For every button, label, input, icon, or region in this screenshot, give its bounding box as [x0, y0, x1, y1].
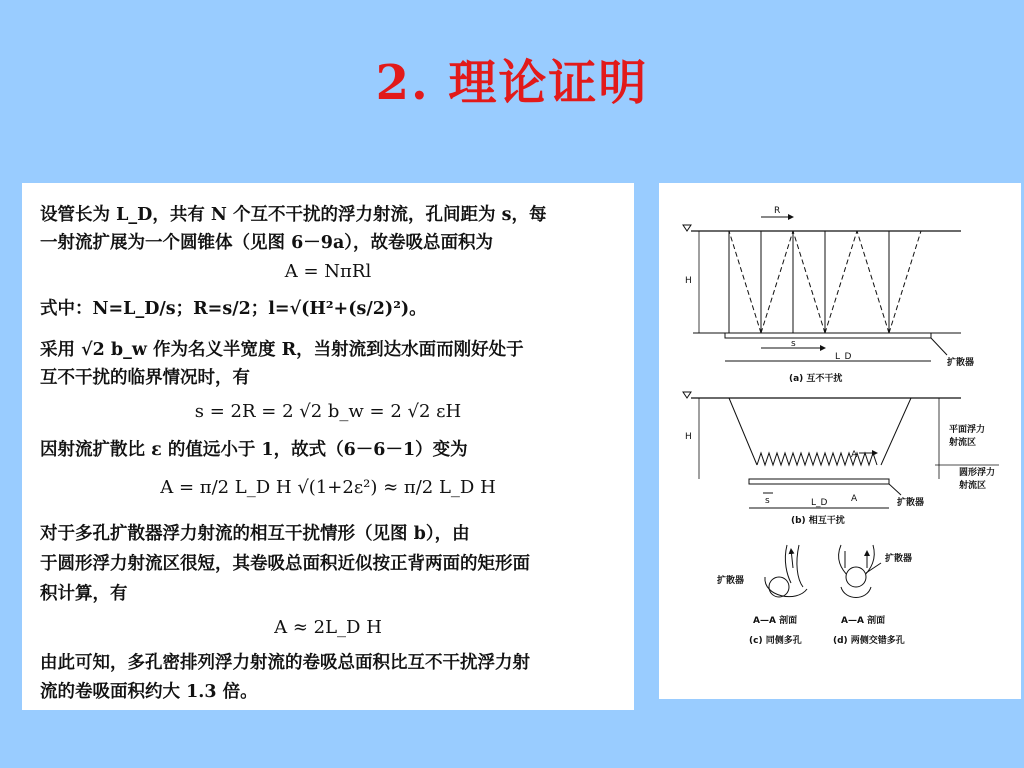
- paragraph-5-line-3: 积计算，有: [40, 584, 128, 604]
- diffuser-label-a: 扩散器: [947, 358, 975, 368]
- figure-b: [683, 392, 999, 526]
- text-panel: [22, 183, 634, 710]
- label-LD-b: L_D: [811, 498, 828, 508]
- caption-c: (c) 同侧多孔: [749, 636, 802, 646]
- paragraph-6-line-2: 流的卷吸面积约大 1.3 倍。: [40, 682, 258, 702]
- label-H-b: H: [685, 432, 692, 442]
- slide-title: 2. 理论证明: [375, 55, 649, 111]
- diffuser-figure: [659, 183, 1021, 699]
- diffuser-label-c: 扩散器: [717, 576, 745, 586]
- caption-d: (d) 两侧交错多孔: [833, 636, 905, 646]
- paragraph-3-line-2: 互不干扰的临界情况时，有: [40, 368, 250, 388]
- section-label-c: A—A 剖面: [753, 616, 798, 626]
- label-s-a: s: [791, 339, 796, 349]
- paragraph-6-line-1: 由此可知，多孔密排列浮力射流的卷吸总面积比互不干扰浮力射: [40, 653, 530, 673]
- caption-b: (b) 相互干扰: [791, 516, 845, 526]
- paragraph-5-line-1: 对于多孔扩散器浮力射流的相互干扰情形（见图 b），由: [40, 524, 470, 544]
- paragraph-1-line-2: 一射流扩展为一个圆锥体（见图 6－9a），故卷吸总面积为: [40, 233, 494, 253]
- diffuser-label-d: 扩散器: [885, 554, 913, 564]
- zone-plane-label-2: 射流区: [949, 438, 977, 448]
- label-LD-a: L_D: [835, 352, 852, 362]
- paragraph-5-line-2: 于圆形浮力射流区很短，其卷吸总面积近似按正背两面的矩形面: [40, 554, 530, 574]
- equation-3: A = π/2 L_D H √(1+2ε²) ≈ π/2 L_D H: [160, 477, 496, 498]
- paragraph-1-line-1: 设管长为 L_D，共有 N 个互不干扰的浮力射流，孔间距为 s，每: [40, 205, 547, 225]
- label-H-a: H: [685, 276, 692, 286]
- equation-4: A ≈ 2L_D H: [274, 617, 382, 638]
- paragraph-2: 式中：N=L_D/s；R=s/2；l=√(H²+(s/2)²)。: [40, 299, 427, 319]
- equation-2: s = 2R = 2 √2 b_w = 2 √2 εH: [194, 401, 462, 422]
- paragraph-4: 因射流扩散比 ε 的值远小于 1，故式（6－6－1）变为: [40, 440, 468, 460]
- zone-plane-label-1: 平面浮力: [949, 425, 986, 435]
- paragraph-3-line-1: 采用 √2 b_w 作为名义半宽度 R，当射流到达水面而刚好处于: [40, 340, 524, 360]
- zone-round-label-2: 射流区: [959, 481, 987, 491]
- zone-round-label-1: 圆形浮力: [959, 468, 996, 478]
- label-R: R: [774, 206, 781, 216]
- figure-panel: [659, 183, 1021, 699]
- figure-d: [833, 545, 912, 646]
- label-A-top: A: [851, 450, 858, 460]
- section-label-d: A—A 剖面: [841, 616, 886, 626]
- diffuser-label-b: 扩散器: [897, 498, 925, 508]
- equation-1: A = NπRl: [284, 261, 372, 282]
- label-A-bottom: A: [851, 494, 858, 504]
- figure-a: [683, 206, 974, 384]
- label-s-b: s: [765, 496, 770, 506]
- figure-c: [717, 545, 807, 646]
- caption-a: (a) 互不干扰: [789, 374, 843, 384]
